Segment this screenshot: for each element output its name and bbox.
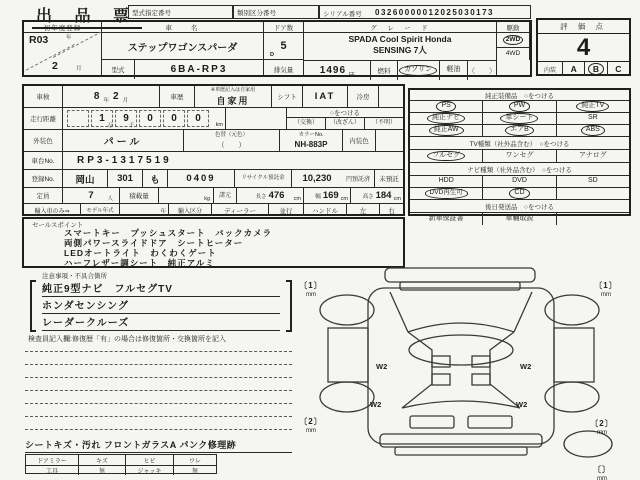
tread-unit: mm: [306, 292, 316, 298]
bracket-left: [30, 280, 36, 332]
registration-number: 0409: [168, 170, 235, 187]
mileage-digit: 0: [163, 110, 185, 127]
first-reg-year-unit: 年: [66, 35, 72, 41]
equip-aw: 純正AW: [410, 125, 483, 136]
diagonal-dash: [53, 32, 101, 58]
serial-box: [319, 5, 531, 19]
mileage-digit: 9: [115, 110, 137, 127]
meter-instruction: ○をつける: [287, 108, 403, 118]
damage-mark-w2: W2: [370, 400, 382, 409]
shaken-year-unit: 年: [103, 97, 109, 104]
handle-right: 右: [388, 207, 395, 215]
cd: CD: [483, 188, 556, 199]
registration-area: 岡山: [63, 170, 108, 187]
grade-line1: SPADA Cool Spirit Honda: [348, 34, 452, 44]
tread-rear-left-value: 〔 2 〕: [299, 417, 322, 426]
equip-sr: SR: [587, 114, 598, 122]
specs-length-unit: cm: [293, 196, 301, 202]
sales-point-line: スマートキー プッシュスタート バックカメラ: [64, 228, 273, 238]
condition-cell: ドアミラー: [26, 455, 79, 465]
condition-cell: ワレ: [188, 458, 201, 465]
model-code-value: 6BA-RP3: [170, 64, 228, 75]
tread-unit: mm: [597, 430, 607, 436]
evaluation-label: 評 価 点: [538, 20, 629, 34]
condition-row: [26, 455, 216, 466]
equip-navi: 純正ナビ: [410, 113, 483, 124]
write-in-line: [25, 424, 292, 430]
shipping-row: [410, 213, 629, 225]
row-colors: [24, 130, 403, 152]
registration-no-label: 登録No.: [24, 170, 63, 187]
interior-grade-b: B: [585, 62, 607, 76]
ac-label: 冷房: [348, 86, 379, 107]
import-parallel: 並行: [269, 204, 304, 216]
specs-length-label: 長さ: [255, 193, 267, 200]
capacity-value: 7: [88, 190, 94, 201]
meter-cell: [287, 108, 403, 129]
row-specs: [24, 188, 403, 204]
mileage-unit: km: [215, 122, 223, 128]
ac-value: [379, 86, 403, 107]
page-title: 出 品 票: [32, 3, 142, 29]
handle-label: ハンドル: [304, 204, 347, 216]
write-in-line: [25, 372, 292, 378]
condition-cell: キズ: [79, 455, 126, 465]
mileage-digit: 0: [187, 110, 209, 127]
interior-color-label: 内装色: [343, 130, 376, 151]
mileage-sen: 千: [129, 123, 135, 129]
shaken-label: 車検: [24, 86, 63, 107]
handle-left: 左: [347, 204, 380, 216]
row-import: [24, 204, 403, 216]
capacity-unit: 人: [107, 196, 113, 202]
write-in-line: [25, 346, 292, 352]
drive-cell: [497, 22, 530, 60]
media-row: [410, 188, 629, 200]
navi-sd: SD: [587, 177, 598, 185]
note-line: 純正9型ナビ フルセグTV: [42, 280, 280, 297]
exterior-color-value: パール: [63, 130, 184, 151]
equip-leather: 革シート: [483, 113, 556, 124]
model-year-label: モデル年式: [81, 204, 120, 216]
tread-rear-left: [293, 412, 329, 434]
classification-label: 類別区分番号: [237, 10, 276, 17]
tv-oneseg: ワンセグ: [483, 150, 556, 162]
sales-point-line: 両側パワースライドドア シートヒーター: [64, 238, 244, 249]
doors-value-wrap: [264, 33, 303, 60]
row-chassis: [24, 152, 403, 170]
evaluation-score: 4: [576, 33, 591, 61]
chassis-no-value: RP3-1317519: [77, 155, 172, 166]
navi-type-row: [410, 176, 629, 188]
damage-mark-w2: W2: [520, 362, 532, 371]
car-name-value: ステップワゴンスパーダ: [102, 33, 263, 60]
inspector-findings: シートキズ・汚れ フロントガラスA パンク修理跡: [25, 438, 292, 453]
displacement-label: 排気量: [273, 67, 294, 74]
shift-value: IAT: [303, 86, 348, 107]
load-label: 積載量: [120, 188, 159, 203]
note-line: レーダークルーズ: [42, 314, 280, 331]
grade-value: [304, 33, 496, 61]
shaken-year: 8: [93, 91, 100, 102]
grade-cell: [304, 22, 497, 75]
write-in-line: [25, 385, 292, 391]
mileage-digit: 1: [91, 110, 113, 127]
shipping-manual: 車輛取説: [483, 213, 556, 225]
interior-grade-a: A: [563, 62, 585, 76]
tread-unit: mm: [601, 292, 611, 298]
specs-width-unit: cm: [340, 196, 348, 202]
mileage-label: 走行距離: [24, 108, 63, 129]
specs-width-label: 幅: [315, 193, 321, 200]
notes-lines: [42, 280, 280, 331]
color-change-label: 色替（元色）: [214, 132, 248, 138]
recycle-value: 10,230: [302, 173, 332, 184]
equipment-row2: [410, 113, 629, 125]
tread-front-left: [293, 276, 329, 298]
row-shaken: [24, 86, 403, 108]
condition-cell: 無: [79, 466, 126, 475]
tv-type-title: TV種類（社外品含む） ○をつける: [410, 137, 629, 150]
serial-label: シリアル番号: [323, 11, 362, 18]
displacement-value: 1496: [319, 65, 347, 76]
doors-sub: D: [270, 52, 274, 58]
specs-width: [304, 188, 351, 203]
interior-label: 内装: [538, 62, 563, 76]
shift-label: シフト: [272, 86, 303, 107]
specs-label: 諸元: [214, 188, 237, 203]
history-note: ※車歴記入は自家用: [210, 87, 256, 93]
specs-height-label: 高さ: [362, 193, 374, 200]
specs-width-value: 169: [322, 190, 339, 201]
first-reg-month: 2: [52, 60, 58, 72]
displacement-unit: cc: [349, 70, 355, 77]
doors-label: ドア数: [264, 22, 303, 33]
tv-type-row: [410, 150, 629, 163]
vehicle-identity-block: [22, 20, 532, 77]
model-code-row: [102, 60, 263, 79]
navi-hdd: HDD: [410, 176, 483, 187]
media-blank: [557, 188, 629, 199]
tread-front-right: [588, 276, 624, 298]
fuel-gasoline: ガソリン: [398, 61, 440, 80]
color-no-cell: [280, 130, 343, 151]
history-label: 車歴: [160, 86, 195, 107]
chassis-no-label: 車台No.: [24, 152, 63, 169]
write-in-line: [25, 398, 292, 404]
model-designation-label: 型式指定番号: [132, 10, 171, 17]
tread-rear-right-value: 〔 2 〕: [590, 419, 613, 428]
registration-class: 301: [108, 170, 143, 187]
equipment-row3: [410, 125, 629, 137]
recycle-label: リサイクル預託金: [235, 170, 292, 187]
first-registration-value: [24, 32, 101, 75]
equip-tv: 純正TV: [557, 101, 629, 112]
recycle-not-deposited: 未預託: [374, 170, 403, 187]
grade-label: グ レ ー ド: [304, 22, 496, 33]
meter-tampered: （改ざん）: [326, 118, 365, 129]
meter-unknown: （不明）: [371, 119, 396, 126]
car-name-cell: [102, 22, 264, 75]
model-year-unit: 年: [160, 209, 166, 215]
import-dealer: ディーラー: [212, 204, 269, 216]
tread-unit: mm: [306, 428, 316, 434]
row-mileage: [24, 108, 403, 130]
shaken-month-unit: 月: [122, 97, 129, 104]
tv-fullseg: フルセグ: [410, 150, 483, 162]
shaken-value: [63, 86, 160, 107]
tread-spare: [584, 460, 620, 480]
equipment-row1: [410, 101, 629, 113]
model-year-value-wrap: [120, 204, 169, 216]
model-designation-box: [128, 5, 233, 19]
shipping-warranty: 新車保証書: [410, 213, 483, 225]
tread-spare-value: [593, 465, 611, 474]
history-value: 自家用: [216, 95, 250, 106]
specs-length-value: 476: [268, 190, 285, 201]
load-value-wrap: [159, 188, 214, 203]
fuel-diesel: 軽油: [440, 61, 468, 80]
tv-analog: アナログ: [578, 151, 607, 159]
navi-dvd: DVD: [483, 176, 556, 187]
doors-value: 5: [280, 40, 287, 52]
sales-points-box: [22, 217, 405, 268]
drive-label: 駆動: [497, 22, 529, 33]
car-diagram: [290, 266, 633, 478]
equip-airbag: エアB: [483, 125, 556, 136]
equip-ps: PS: [410, 101, 483, 112]
mileage-man: 万: [107, 123, 113, 129]
doors-cell: [264, 22, 304, 75]
color-no-label: カラーNo.: [298, 132, 324, 138]
evaluation-box: [536, 18, 631, 76]
equip-abs: ABS: [557, 125, 629, 136]
sales-point-line: ハーフレザー調シート 純正アルミ: [64, 258, 215, 269]
condition-cell: 工具: [26, 466, 79, 475]
equip-pw: PW: [483, 101, 556, 112]
mile-label: [226, 108, 287, 129]
inspector-instruction: 検査員記入欄:修復歴「有」の場合は修復箇所・交換箇所を記入: [28, 336, 226, 343]
specs-height: [351, 188, 403, 203]
condition-cell: ジャッキ: [126, 466, 174, 475]
classification-box: [233, 5, 319, 19]
first-reg-month-unit: 月: [76, 66, 82, 72]
drive-2wd: 2WD: [497, 33, 529, 48]
fuel-label: 燃料: [371, 61, 397, 80]
specs-height-unit: cm: [393, 196, 401, 202]
damage-mark-w2: W2: [376, 362, 388, 371]
sales-points-label: セールスポイント: [32, 222, 84, 229]
condition-row: [26, 466, 216, 475]
condition-cell: 無: [191, 469, 198, 475]
sales-points-lines: [64, 228, 272, 268]
condition-table: [25, 454, 217, 474]
load-unit: kg: [204, 196, 210, 202]
color-change-value: （ ）: [217, 141, 246, 149]
equipment-panel: [408, 88, 631, 222]
mileage-digit: [67, 110, 89, 127]
displacement-fuel-row: [304, 61, 496, 80]
fuel-other: 〈 〉: [467, 67, 496, 75]
meter-options: [287, 118, 403, 129]
write-in-line: [25, 359, 292, 365]
note-line: ホンダセンシング: [42, 297, 280, 314]
sales-point-line: LEDオートライト わくわくゲート: [64, 248, 217, 259]
first-reg-year: R03: [29, 34, 49, 46]
specs-height-value: 184: [375, 190, 392, 201]
import-label: 輸入車のみ⇒: [24, 204, 81, 216]
navi-type-title: ナビ種類（社外品含む） ○をつける: [410, 163, 629, 176]
tread-rear-right: [584, 414, 620, 436]
tread-front-left-value: 〔 1 〕: [299, 281, 322, 290]
history-cell: [195, 86, 272, 107]
tread-front-right-value: 〔 1 〕: [594, 281, 617, 290]
mileage-digit: 0: [139, 110, 161, 127]
recycle-deposited: 円預託済: [345, 177, 370, 183]
interior-grade-row: [538, 61, 629, 76]
write-in-line: [25, 411, 292, 417]
grade-line2: SENSING 7人: [373, 45, 427, 56]
meter-exchange: （交換）: [287, 118, 326, 129]
shipping-blank: [557, 213, 629, 225]
notes-label: 注意事項・不具合箇所: [42, 273, 107, 280]
model-code-label: 型式: [102, 60, 135, 79]
specs-length: [237, 188, 304, 203]
capacity-value-wrap: [63, 188, 120, 203]
condition-cell: ヒビ: [126, 455, 174, 465]
displacement-value-wrap: [304, 61, 371, 80]
registration-kana: も: [143, 170, 168, 187]
import-division-label: 輸入区分: [169, 204, 212, 216]
details-grid: [22, 84, 405, 216]
dvd-playable: DVD再生可: [410, 188, 483, 199]
car-name-label: 車 名: [102, 22, 263, 33]
first-registration-label: 初年度登録: [24, 22, 101, 33]
shipping-title: 後日発送品 ○をつける: [410, 200, 629, 213]
capacity-label: 定員: [24, 188, 63, 203]
exterior-color-label: 外装色: [24, 130, 63, 151]
damage-mark-w2: W2: [516, 400, 528, 409]
row-registration: [24, 170, 403, 188]
drive-4wd: 4WD: [505, 50, 521, 58]
first-registration-cell: [24, 22, 102, 75]
shaken-month: 2: [113, 91, 119, 102]
interior-color-value: [376, 130, 403, 151]
interior-grade-c: C: [615, 63, 622, 74]
tread-unit: mm: [597, 476, 607, 480]
serial-value: 03260000012025030173: [375, 8, 494, 17]
equipment-title: 純正装備品 ○をつける: [410, 90, 629, 101]
color-no-value: NH-883P: [294, 140, 328, 149]
color-change-cell: [184, 130, 280, 151]
mileage-digits: [63, 108, 226, 129]
